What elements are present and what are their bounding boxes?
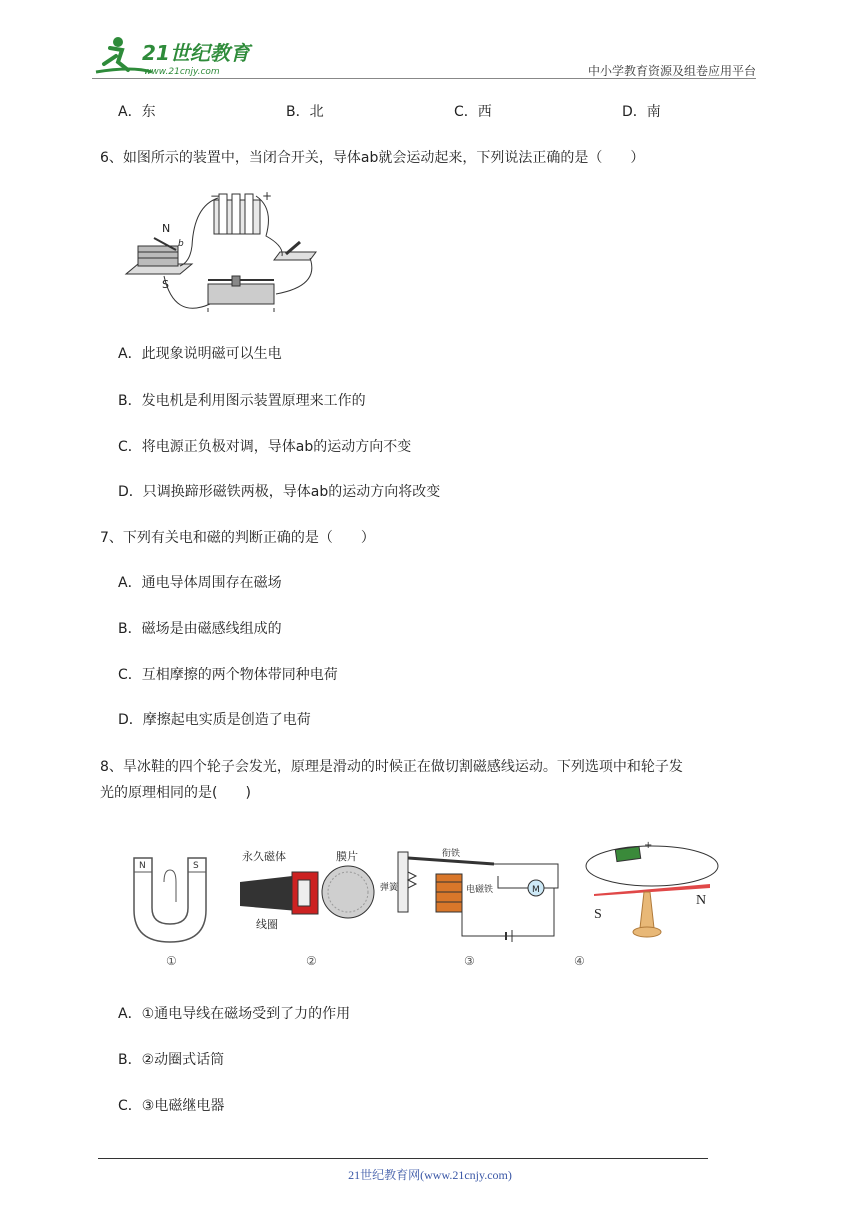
fig4-n-label: N	[696, 893, 707, 908]
logo-url-text: www.21cnjy.com	[144, 67, 220, 77]
fig3-spring-label: 弹簧	[380, 883, 399, 893]
rheostat-icon	[208, 276, 274, 312]
battery-minus-label: −	[210, 189, 221, 203]
q5-option-d: D．南	[622, 104, 661, 120]
fig1-n-label: N	[139, 861, 146, 871]
footer-link[interactable]: 21世纪教育网(www.21cnjy.com)	[348, 1168, 512, 1182]
battery-icon	[214, 194, 260, 234]
q7-option-c: C．互相摩擦的两个物体带同种电荷	[118, 667, 338, 683]
q7-option-b: B．磁场是由磁感线组成的	[118, 621, 282, 637]
q7-stem: 7、下列有关电和磁的判断正确的是（ ）	[100, 530, 375, 546]
q8-option-a: A．①通电导线在磁场受到了力的作用	[118, 1006, 351, 1022]
magnet-s-label: S	[162, 278, 169, 291]
header-divider	[92, 78, 756, 79]
q8-option-c: C．③电磁继电器	[118, 1098, 225, 1114]
q8-figure-3-relay	[378, 842, 574, 946]
q8-figure-4-oersted	[580, 836, 720, 946]
fig2-coil-label: 线圈	[256, 918, 278, 931]
q8-stem-line2: 光的原理相同的是( )	[100, 785, 251, 801]
q8-figure-1-u-magnet	[130, 852, 212, 946]
q8-figure-caption-1: ①	[166, 954, 177, 968]
q6-stem: 6、如图所示的装置中，当闭合开关，导体ab就会运动起来，下列说法正确的是（ ）	[100, 150, 645, 166]
fig2-membrane-label: 膜片	[336, 850, 358, 863]
q5-option-a: A．东	[118, 104, 156, 120]
fig4-plus-label: +	[644, 840, 653, 851]
battery-plus-label: +	[262, 189, 273, 203]
q6-option-d: D．只调换蹄形磁铁两极，导体ab的运动方向将改变	[118, 484, 441, 500]
fig3-motor-label: M	[532, 885, 540, 895]
fig1-s-label: S	[193, 861, 199, 871]
q6-option-c: C．将电源正负极对调，导体ab的运动方向不变	[118, 439, 412, 455]
q6-option-a: A．此现象说明磁可以生电	[118, 346, 282, 362]
q7-option-d: D．摩擦起电实质是创造了电荷	[118, 712, 311, 728]
fig3-electromagnet-label: 电磁铁	[466, 885, 494, 895]
fig3-iron-label: 衔铁	[442, 849, 461, 859]
q6-figure-motor-apparatus	[124, 186, 324, 324]
fig4-s-label: S	[594, 907, 602, 922]
footer-divider	[98, 1158, 708, 1159]
site-logo	[92, 32, 262, 80]
switch-icon	[274, 242, 316, 260]
q8-figure-caption-3: ③	[464, 954, 475, 968]
q8-option-b: B．②动圈式话筒	[118, 1052, 225, 1068]
q8-figure-caption-2: ②	[306, 954, 317, 968]
q5-option-b: B．北	[286, 104, 324, 120]
conductor-b-label: b	[178, 239, 184, 249]
magnet-n-label: N	[162, 222, 171, 235]
logo-main-text: 21世纪教育	[142, 41, 250, 65]
q6-option-b: B．发电机是利用图示装置原理来工作的	[118, 393, 366, 409]
q8-figure-2-microphone	[236, 840, 376, 940]
site-name: 中小学教育资源及组卷应用平台	[587, 64, 756, 78]
q8-figure-caption-4: ④	[574, 954, 585, 968]
q8-stem-line1: 8、旱冰鞋的四个轮子会发光，原理是滑动的时候正在做切割磁感线运动。下列选项中和轮子发	[100, 759, 683, 775]
fig2-magnet-label: 永久磁体	[242, 850, 286, 863]
q7-option-a: A．通电导体周围存在磁场	[118, 575, 282, 591]
q5-option-c: C．西	[454, 104, 492, 120]
